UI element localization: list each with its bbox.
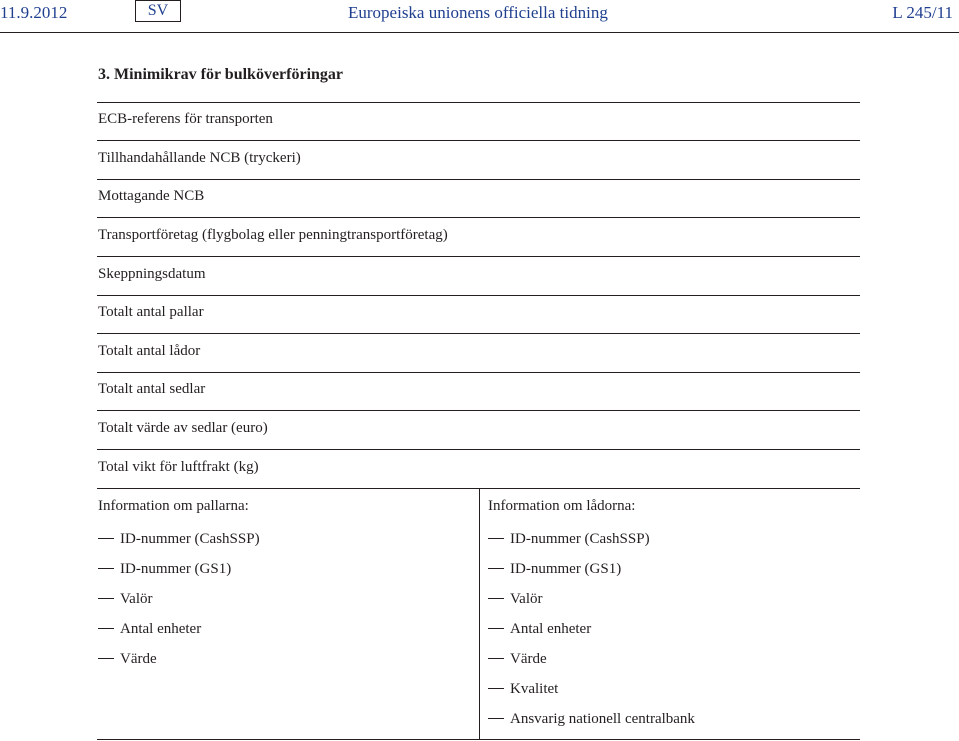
field-total-value: Totalt värde av sedlar (euro) [98, 420, 268, 436]
form-rule [97, 179, 860, 180]
dash-bullet [98, 628, 114, 629]
field-supplying-ncb: Tillhandahållande NCB (tryckeri) [98, 150, 301, 166]
box-item-label: Valör [510, 591, 543, 607]
field-receiving-ncb: Mottagande NCB [98, 188, 205, 204]
pallet-item-label: Värde [120, 651, 157, 667]
pallet-item [98, 621, 201, 638]
field-ecb-reference: ECB-referens för transporten [98, 111, 273, 127]
dash-bullet [98, 598, 114, 599]
box-item [488, 651, 547, 668]
field-total-boxes: Totalt antal lådor [98, 343, 201, 359]
dash-bullet [98, 568, 114, 569]
field-total-banknotes: Totalt antal sedlar [98, 381, 206, 397]
box-item-label: ID-nummer (GS1) [510, 561, 622, 577]
section-heading: 3. Minimikrav för bulköverföringar [98, 66, 344, 83]
form-rule [97, 217, 860, 218]
publication-date: 11.9.2012 [0, 3, 68, 22]
pallet-item-label: ID-nummer (GS1) [120, 561, 232, 577]
box-item [488, 531, 650, 548]
box-item [488, 621, 591, 638]
box-item [488, 681, 558, 698]
box-info-heading: Information om lådorna: [488, 498, 636, 514]
pallet-item [98, 531, 260, 548]
box-item [488, 561, 621, 578]
dash-bullet [488, 688, 504, 689]
field-shipping-date: Skeppningsdatum [98, 266, 206, 282]
pallet-item-label: Valör [120, 591, 153, 607]
field-carrier: Transportföretag (flygbolag eller penningtransportföretag) [98, 227, 448, 243]
dash-bullet [488, 538, 504, 539]
form-rule [97, 256, 860, 257]
dash-bullet [488, 658, 504, 659]
form-rule [97, 102, 860, 103]
form-rule [97, 333, 860, 334]
dash-bullet [488, 598, 504, 599]
form-rule [97, 739, 860, 740]
dash-bullet [488, 718, 504, 719]
header-divider [0, 32, 959, 33]
pallet-item [98, 591, 153, 608]
box-item-label: ID-nummer (CashSSP) [510, 531, 650, 547]
pallet-item [98, 651, 157, 668]
form-rule [97, 410, 860, 411]
pallet-item-label: ID-nummer (CashSSP) [120, 531, 260, 547]
box-item-label: Antal enheter [510, 621, 592, 637]
field-total-pallets: Totalt antal pallar [98, 304, 204, 320]
form-rule [97, 449, 860, 450]
pallet-info-heading: Information om pallarna: [98, 498, 249, 514]
form-rule [97, 295, 860, 296]
box-item [488, 711, 695, 728]
pallet-item-label: Antal enheter [120, 621, 202, 637]
language-badge: SV [135, 0, 181, 22]
form-rule [97, 140, 860, 141]
pallet-item [98, 561, 231, 578]
dash-bullet [98, 538, 114, 539]
column-divider [479, 489, 480, 739]
box-item-label: Värde [510, 651, 547, 667]
form-rule [97, 372, 860, 373]
box-item-label: Kvalitet [510, 681, 559, 697]
dash-bullet [98, 658, 114, 659]
journal-title: Europeiska unionens officiella tidning [348, 3, 608, 22]
field-total-weight: Total vikt för luftfrakt (kg) [98, 459, 259, 475]
page-reference: L 245/11 [892, 3, 953, 22]
box-item [488, 591, 543, 608]
dash-bullet [488, 628, 504, 629]
dash-bullet [488, 568, 504, 569]
box-item-label: Ansvarig nationell centralbank [510, 711, 695, 727]
